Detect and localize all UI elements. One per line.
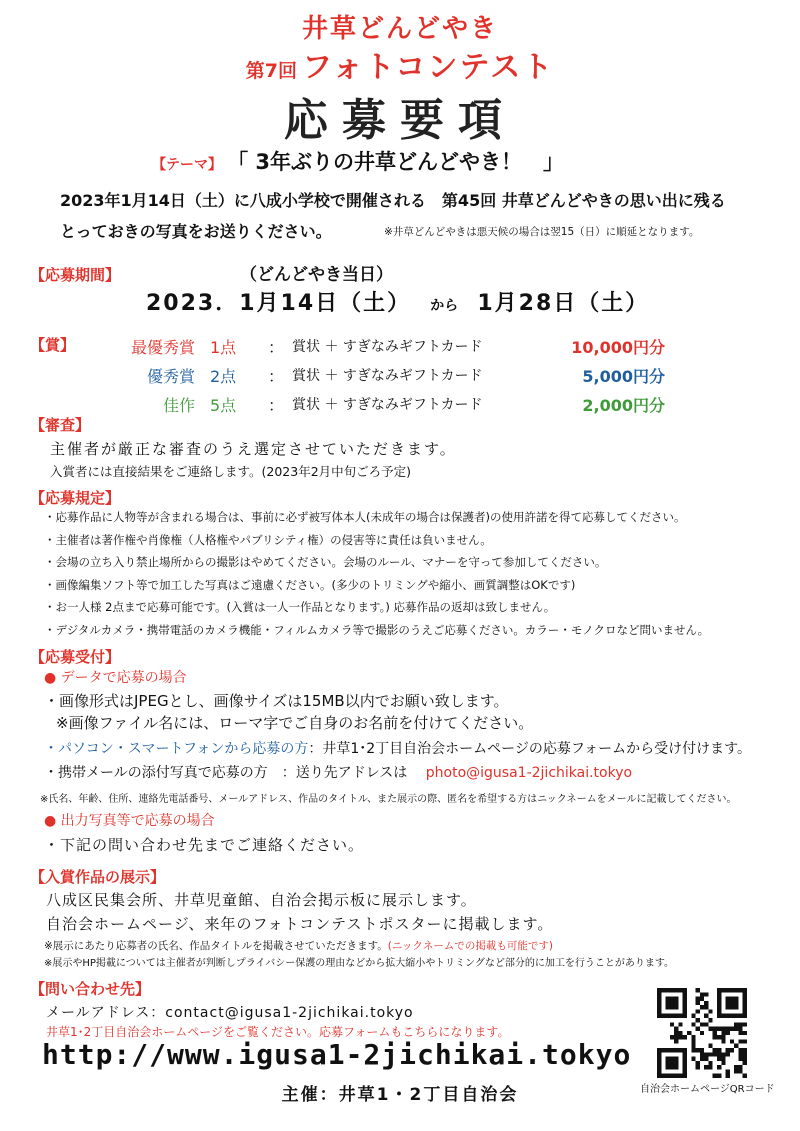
theme-label: 【テーマ】 xyxy=(152,157,222,173)
mobile-entry-prefix: ・携帯メールの添付写真で応募の方 ：送り先アドレスは xyxy=(44,765,408,781)
rule-item: ・主催者は著作権や肖像権（人格権やパブリシティ権）の侵害等に責任は負いません。 xyxy=(44,532,492,547)
contest-name: フォトコンテスト xyxy=(302,50,555,85)
judging-line-2: 入賞者には直接結果をご連絡します。(2023年2月中旬ごろ予定) xyxy=(50,464,412,479)
period-dates xyxy=(146,286,649,317)
exhibit-heading: 【入賞作品の展示】 xyxy=(30,868,166,886)
postpone-note: ※井草どんどやきは悪天候の場合は翌15（日）に順延となります。 xyxy=(384,226,700,238)
prize-name: 佳作 xyxy=(162,396,195,415)
event-title: 井草どんどやき xyxy=(301,14,498,44)
print-line: ・下記の問い合わせ先までご連絡ください。 xyxy=(44,836,365,854)
edition-label: 第7回 xyxy=(245,60,298,82)
judging-line-1: 主催者が厳正な審査のうえ選定させていただきます。 xyxy=(50,440,457,458)
period-start: 2023．1月14日（土） xyxy=(146,291,412,316)
pc-entry xyxy=(44,738,751,758)
prize-name: 優秀賞 xyxy=(146,367,195,386)
period-end: 1月28日（土） xyxy=(477,291,650,316)
prize-count: 5点 xyxy=(210,396,237,415)
judging-heading: 【審査】 xyxy=(30,416,91,434)
exhibit-note-1-red: (ニックネームでの掲載も可能です) xyxy=(387,940,553,952)
hp-note: 井草1･2丁目自治会ホームページをご覧ください。応募フォームもこちらになります。 xyxy=(46,1025,510,1039)
data-line-2: ※画像ファイル名には、ローマ字でご自身のお名前を付けてください。 xyxy=(56,714,534,732)
prize-amount: 10,000円分 xyxy=(571,338,665,357)
rule-item: ・応募作品に人物等が含まれる場合は、事前に必ず被写体本人(未成年の場合は保護者)の使用許諾を得て応募してください。 xyxy=(44,510,686,524)
exhibit-line-1: 八成区民集会所、井草児童館、自治会掲示板に展示します。 xyxy=(46,891,477,909)
contest-title xyxy=(0,42,800,86)
prize-desc: 賞状 ＋ すぎなみギフトカード xyxy=(292,368,483,384)
exhibit-note-1 xyxy=(44,938,553,953)
rule-item: ・デジタルカメラ・携帯電話のカメラ機能・フィルムカメラ等で撮影のうえご応募ください。カラー・モノクロなど問いません。 xyxy=(44,622,710,637)
exhibit-note-2: ※展示やHP掲載については主催者が判断しプライバシー保護の理由などから拡大縮小やトリミングなど部分的に加工を行うことがあります。 xyxy=(44,958,675,969)
rules-heading: 【応募規定】 xyxy=(30,489,121,507)
data-entry-label: ● データで応募の場合 xyxy=(44,670,187,686)
prize-count: 2点 xyxy=(210,367,237,386)
exhibit-line-2: 自治会ホームページ、来年のフォトコンテストポスターに掲載します。 xyxy=(46,915,554,933)
period-kara: から xyxy=(430,298,459,314)
contact-email[interactable]: メールアドレス：contact@igusa1-2jichikai.tokyo xyxy=(46,1005,414,1021)
print-entry-label: ● 出力写真等で応募の場合 xyxy=(44,813,215,829)
theme-text: 「 3年ぶりの井草どんどやき！ 」 xyxy=(227,150,565,174)
prize-sep: ： xyxy=(268,338,285,357)
photo-email-link[interactable]: photo@igusa1-2jichikai.tokyo xyxy=(425,765,633,781)
rule-item: ・画像編集ソフト等で加工した写真はご遠慮ください。(多少のトリミングや縮小、画質調整はOKです) xyxy=(44,577,576,592)
intro-line-2: とっておきの写真をお送りください。 xyxy=(60,222,332,241)
prize-count: 1点 xyxy=(210,338,237,357)
mail-note: ※氏名、年齢、住所、連絡先電話番号、メールアドレス、作品のタイトル、また展示の際、匿名を希望する方はニックネームをメールに記載してください。 xyxy=(40,794,737,805)
prize-sep: ： xyxy=(268,367,285,386)
prize-desc: 賞状 ＋ すぎなみギフトカード xyxy=(292,397,483,413)
prize-amount: 5,000円分 xyxy=(582,367,665,386)
pc-entry-rest: ：井草1･2丁目自治会ホームページの応募フォームから受け付けます。 xyxy=(308,741,752,757)
rule-item: ・会場の立ち入り禁止場所からの撮影はやめてください。会場のルール、マナーを守って参加してください。 xyxy=(44,555,607,569)
organizer: 主催：井草1・2丁目自治会 xyxy=(281,1085,519,1105)
data-line-1: ・画像形式はJPEGとし、画像サイズは15MB以内でお願い致します。 xyxy=(44,692,509,710)
page-title: 応募要項 xyxy=(284,95,516,146)
qr-code-icon[interactable] xyxy=(657,988,747,1078)
contact-heading: 【問い合わせ先】 xyxy=(30,980,151,998)
prize-amount: 2,000円分 xyxy=(582,396,665,415)
prize-heading: 【賞】 xyxy=(30,336,76,354)
mobile-entry xyxy=(44,762,632,782)
period-sub: （どんどやき当日） xyxy=(240,265,393,285)
prize-sep: ： xyxy=(268,396,285,415)
prize-desc: 賞状 ＋ すぎなみギフトカード xyxy=(292,339,483,355)
pc-entry-prefix: ・パソコン・スマートフォンから応募の方 xyxy=(44,741,309,757)
exhibit-note-1-prefix: ※展示にあたり応募者の氏名、作品タイトルを掲載させていただきます。 xyxy=(44,940,388,952)
period-heading: 【応募期間】 xyxy=(30,266,121,284)
prize-name: 最優秀賞 xyxy=(130,338,195,357)
qr-caption: 自治会ホームページQRコード xyxy=(640,1084,775,1095)
reception-heading: 【応募受付】 xyxy=(30,648,121,666)
intro-line-1: 2023年1月14日（土）に八成小学校で開催される 第45回 井草どんどやきの思い出に残る xyxy=(60,191,726,210)
homepage-url[interactable]: http://www.igusa1-2jichikai.tokyo xyxy=(42,1038,632,1071)
theme xyxy=(152,146,564,176)
rule-item: ・お一人様 2点まで応募可能です。(入賞は一人一作品となります。) 応募作品の返却は致しません。 xyxy=(44,600,556,614)
